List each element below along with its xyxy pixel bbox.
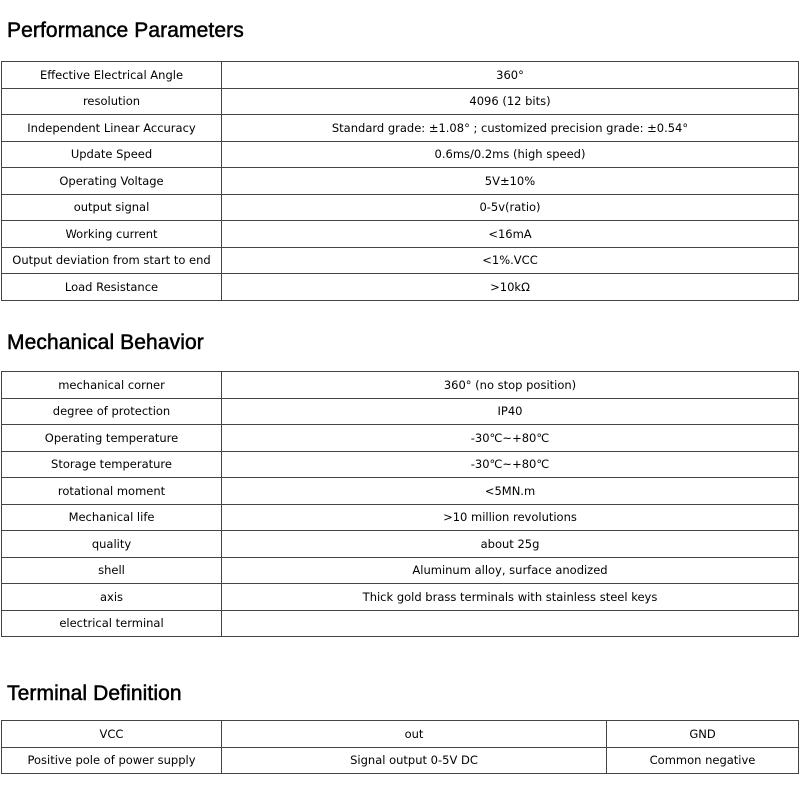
parameter-value-cell: Common negative — [607, 747, 799, 774]
parameter-label-cell: Working current — [2, 221, 222, 248]
table-row — [2, 478, 799, 505]
parameter-label-cell: output signal — [2, 194, 222, 221]
parameter-value-cell: IP40 — [222, 398, 799, 425]
performance-parameters-table — [1, 61, 799, 301]
parameter-label-cell: Operating temperature — [2, 425, 222, 452]
table-row — [2, 168, 799, 195]
parameter-value-cell: out — [222, 721, 607, 748]
parameter-label-cell: axis — [2, 584, 222, 611]
table-row — [2, 610, 799, 637]
table-row — [2, 584, 799, 611]
parameter-value-cell: 360° — [222, 62, 799, 89]
parameter-value-cell: >10 million revolutions — [222, 504, 799, 531]
parameter-label-cell: resolution — [2, 88, 222, 115]
parameter-value-cell — [222, 610, 799, 637]
table-row — [2, 274, 799, 301]
parameter-value-cell: GND — [607, 721, 799, 748]
parameter-value-cell: 4096 (12 bits) — [222, 88, 799, 115]
parameter-value-cell: Standard grade: ±1.08° ; customized precision grade: ±0.54° — [222, 115, 799, 142]
parameter-value-cell: 0.6ms/0.2ms (high speed) — [222, 141, 799, 168]
table-row — [2, 557, 799, 584]
parameter-value-cell: Signal output 0-5V DC — [222, 747, 607, 774]
table-row — [2, 451, 799, 478]
parameter-value-cell: <16mA — [222, 221, 799, 248]
parameter-label-cell: quality — [2, 531, 222, 558]
parameter-value-cell: 0-5v(ratio) — [222, 194, 799, 221]
table-row — [2, 221, 799, 248]
table-row — [2, 247, 799, 274]
table-row — [2, 194, 799, 221]
parameter-label-cell: Independent Linear Accuracy — [2, 115, 222, 142]
parameter-label-cell: electrical terminal — [2, 610, 222, 637]
section-title-performance: Performance Parameters — [7, 19, 244, 42]
parameter-label-cell: Output deviation from start to end — [2, 247, 222, 274]
table-row — [2, 747, 799, 774]
terminal-definition-table — [1, 720, 799, 774]
parameter-value-cell: Aluminum alloy, surface anodized — [222, 557, 799, 584]
table-row — [2, 372, 799, 399]
parameter-value-cell: 5V±10% — [222, 168, 799, 195]
parameter-label-cell: Update Speed — [2, 141, 222, 168]
table-row — [2, 141, 799, 168]
parameter-value-cell: -30℃~+80℃ — [222, 425, 799, 452]
table-row — [2, 504, 799, 531]
parameter-label-cell: Effective Electrical Angle — [2, 62, 222, 89]
parameter-label-cell: mechanical corner — [2, 372, 222, 399]
table-row — [2, 531, 799, 558]
mechanical-behavior-table — [1, 371, 799, 637]
parameter-label-cell: Load Resistance — [2, 274, 222, 301]
parameter-value-cell: Thick gold brass terminals with stainless steel keys — [222, 584, 799, 611]
parameter-label-cell: rotational moment — [2, 478, 222, 505]
parameter-value-cell: about 25g — [222, 531, 799, 558]
table-row — [2, 398, 799, 425]
parameter-value-cell: 360° (no stop position) — [222, 372, 799, 399]
parameter-label-cell: Positive pole of power supply — [2, 747, 222, 774]
parameter-value-cell: >10kΩ — [222, 274, 799, 301]
parameter-value-cell: <5MN.m — [222, 478, 799, 505]
parameter-label-cell: VCC — [2, 721, 222, 748]
parameter-value-cell: <1%.VCC — [222, 247, 799, 274]
table-row — [2, 88, 799, 115]
parameter-value-cell: -30℃~+80℃ — [222, 451, 799, 478]
parameter-label-cell: Mechanical life — [2, 504, 222, 531]
section-title-mechanical: Mechanical Behavior — [7, 331, 204, 354]
parameter-label-cell: Storage temperature — [2, 451, 222, 478]
table-row — [2, 721, 799, 748]
table-row — [2, 115, 799, 142]
table-row — [2, 62, 799, 89]
parameter-label-cell: degree of protection — [2, 398, 222, 425]
parameter-label-cell: Operating Voltage — [2, 168, 222, 195]
table-row — [2, 425, 799, 452]
section-title-terminal: Terminal Definition — [7, 682, 182, 705]
parameter-label-cell: shell — [2, 557, 222, 584]
